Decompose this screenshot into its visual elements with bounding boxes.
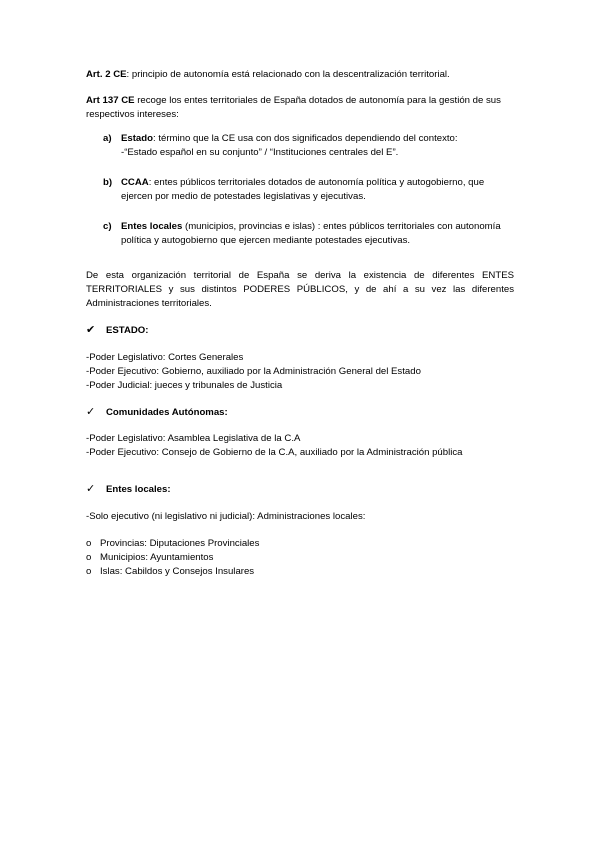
list-item-b (103, 176, 514, 204)
estado-line: -Poder Ejecutivo: Gobierno, auxiliado por la Administración General del Estado (86, 366, 421, 377)
list-text: : término que la CE usa con dos significados dependiendo del contexto: (153, 133, 458, 144)
estado-heading (86, 323, 148, 338)
list-item (86, 537, 259, 551)
list-marker: c) (103, 221, 112, 232)
art137-ref: Art 137 CE (86, 95, 135, 106)
circle-bullet-icon: o (86, 538, 92, 549)
estado-lines (86, 351, 514, 393)
estado-title: ESTADO: (106, 325, 149, 336)
list-item (86, 551, 259, 565)
list-term: Estado (121, 133, 153, 144)
art137-text: recoge los entes territoriales de España dotados de autonomía para la gestión de sus respectivos intereses: (86, 95, 501, 120)
check-icon: ✓ (86, 483, 96, 495)
check-icon: ✓ (86, 406, 96, 418)
check-icon: ✔ (86, 324, 96, 336)
list-extra: -“Estado español en su conjunto” / “Instituciones centrales del E”. (121, 147, 399, 158)
ccaa-lines (86, 432, 514, 460)
locales-intro: -Solo ejecutivo (ni legislativo ni judicial): Administraciones locales: (86, 511, 366, 522)
list-marker: a) (103, 133, 112, 144)
list-item (86, 565, 259, 579)
ccaa-line: -Poder Ejecutivo: Consejo de Gobierno de la C.A, auxiliado por la Administración pública (86, 447, 463, 458)
art2-text: : principio de autonomía está relacionado con la descentralización territorial. (126, 69, 450, 80)
locales-item: Municipios: Ayuntamientos (100, 552, 214, 563)
locales-item: Provincias: Diputaciones Provinciales (100, 538, 260, 549)
estado-line: -Poder Legislativo: Cortes Generales (86, 352, 244, 363)
list-text: : entes públicos territoriales dotados de autonomía política y autogobierno, que ejercen por medio de potestades legislativas y ejecutivas. (121, 177, 485, 202)
list-marker: b) (103, 177, 113, 188)
intro-paragraph: De esta organización territorial de España se deriva la existencia de diferentes ENTES TERRITORIALES y sus distintos PODERES PÚBLICOS, y de ahí a su vez las diferentes Administraciones territoriales. (86, 270, 514, 309)
locales-heading (86, 482, 171, 497)
locales-item: Islas: Cabildos y Consejos Insulares (100, 566, 255, 577)
list-term: CCAA (121, 177, 149, 188)
list-item-a (103, 132, 514, 160)
locales-list (86, 537, 259, 579)
list-term: Entes locales (121, 221, 183, 232)
list-item-c (103, 220, 514, 248)
locales-title: Entes locales: (106, 484, 171, 495)
art2-paragraph (86, 68, 514, 82)
ccaa-title: Comunidades Autónomas: (106, 407, 228, 418)
circle-bullet-icon: o (86, 566, 92, 577)
art2-ref: Art. 2 CE (86, 69, 127, 80)
ccaa-line: -Poder Legislativo: Asamblea Legislativa de la C.A (86, 433, 301, 444)
ccaa-heading (86, 405, 228, 420)
list-text: (municipios, provincias e islas) : entes públicos territoriales con autonomía política y autogobierno que ejercen mediante potestades ejecutivas. (121, 221, 501, 246)
estado-line: -Poder Judicial: jueces y tribunales de Justicia (86, 380, 283, 391)
circle-bullet-icon: o (86, 552, 92, 563)
art137-paragraph (86, 94, 514, 122)
